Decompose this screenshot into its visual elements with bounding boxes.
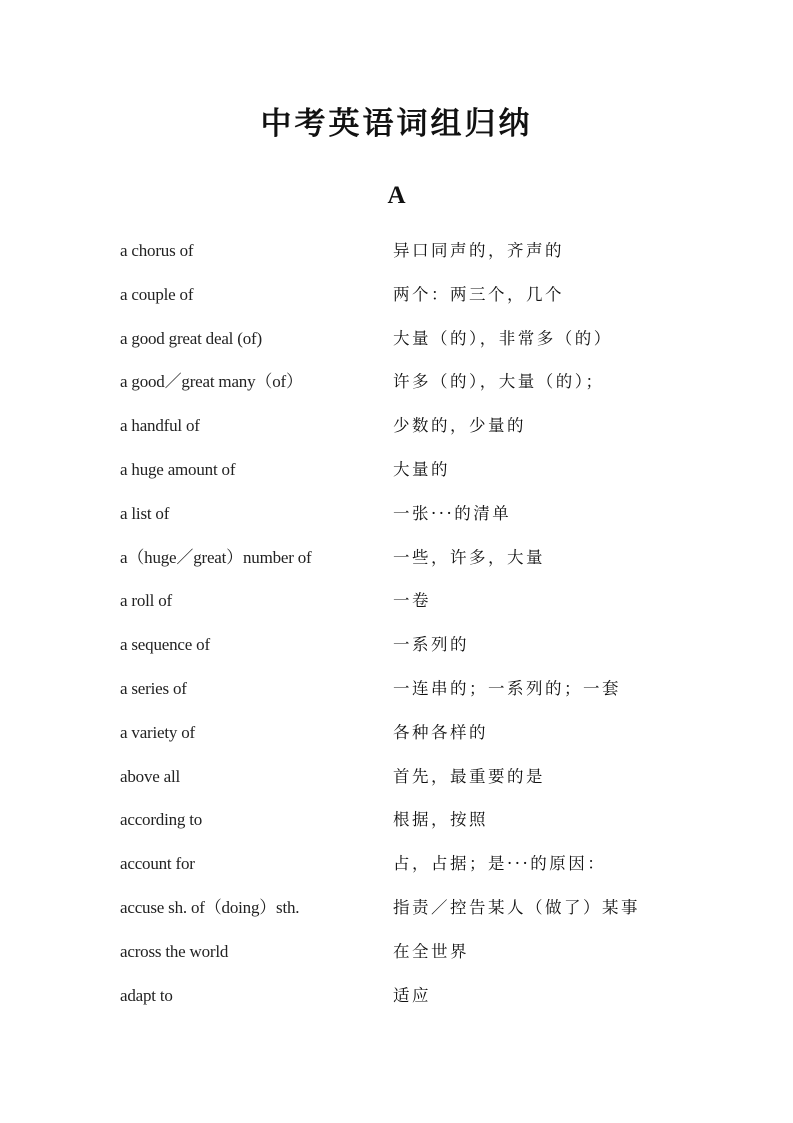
phrase-entry	[0, 495, 793, 539]
phrase-meaning: 一系列的	[393, 635, 469, 655]
phrase-meaning: 在全世界	[393, 941, 469, 961]
phrase-term: a huge amount of	[120, 459, 236, 479]
phrase-meaning: 一连串的；一系列的；一套	[393, 678, 621, 698]
phrase-meaning: 占，占据；是···的原因：	[393, 854, 607, 874]
phrase-meaning: 异口同声的，齐声的	[393, 241, 564, 260]
phrase-meaning: 一卷	[393, 591, 431, 611]
phrase-term: accuse sh. of（doing）sth.	[120, 897, 300, 917]
phrase-entry	[0, 407, 793, 451]
phrase-entry	[0, 363, 793, 407]
phrase-meaning: 根据，按照	[393, 810, 488, 830]
phrase-term: account for	[120, 854, 195, 874]
phrase-meaning: 一张···的清单	[393, 503, 512, 523]
phrase-entry	[0, 933, 793, 977]
phrase-term: a chorus of	[120, 241, 194, 260]
phrase-list	[0, 232, 793, 1020]
phrase-meaning: 许多（的），大量（的）；	[393, 372, 605, 392]
phrase-entry	[0, 670, 793, 714]
phrase-meaning: 指责／控告某人（做了）某事	[393, 897, 640, 917]
phrase-meaning: 适应	[393, 985, 431, 1005]
phrase-meaning: 首先，最重要的是	[393, 766, 545, 786]
phrase-meaning: 一些，许多，大量	[393, 547, 545, 567]
phrase-entry	[0, 758, 793, 802]
phrase-entry	[0, 232, 793, 276]
phrase-term: according to	[120, 810, 203, 830]
phrase-entry	[0, 801, 793, 845]
phrase-meaning: 大量的	[393, 459, 450, 479]
phrase-entry	[0, 977, 793, 1021]
phrase-term: a sequence of	[120, 635, 210, 655]
phrase-entry	[0, 320, 793, 364]
document-title: 中考英语词组归纳	[260, 106, 533, 142]
phrase-entry	[0, 276, 793, 320]
phrase-meaning: 大量（的），非常多（的）	[393, 328, 613, 348]
phrase-entry	[0, 845, 793, 889]
phrase-term: across the world	[120, 941, 229, 961]
phrase-term: a couple of	[120, 284, 194, 304]
phrase-term: a series of	[120, 678, 187, 698]
phrase-term: a good great deal (of)	[120, 328, 262, 348]
phrase-term: a variety of	[120, 722, 196, 742]
phrase-term: a good／great many（of）	[120, 372, 303, 392]
phrase-entry	[0, 451, 793, 495]
phrase-term: a roll of	[120, 591, 173, 611]
phrase-entry	[0, 889, 793, 933]
phrase-entry	[0, 714, 793, 758]
phrase-meaning: 各种各样的	[393, 722, 488, 742]
phrase-term: adapt to	[120, 985, 173, 1005]
phrase-meaning: 少数的，少量的	[393, 416, 526, 436]
section-heading: A	[387, 182, 406, 209]
phrase-term: a list of	[120, 503, 170, 523]
phrase-entry	[0, 582, 793, 626]
phrase-term: a（huge／great）number of	[120, 547, 312, 567]
phrase-term: above all	[120, 766, 181, 786]
phrase-meaning: 两个：两三个，几个	[393, 284, 564, 304]
phrase-entry	[0, 539, 793, 583]
phrase-term: a handful of	[120, 416, 200, 436]
phrase-entry	[0, 626, 793, 670]
